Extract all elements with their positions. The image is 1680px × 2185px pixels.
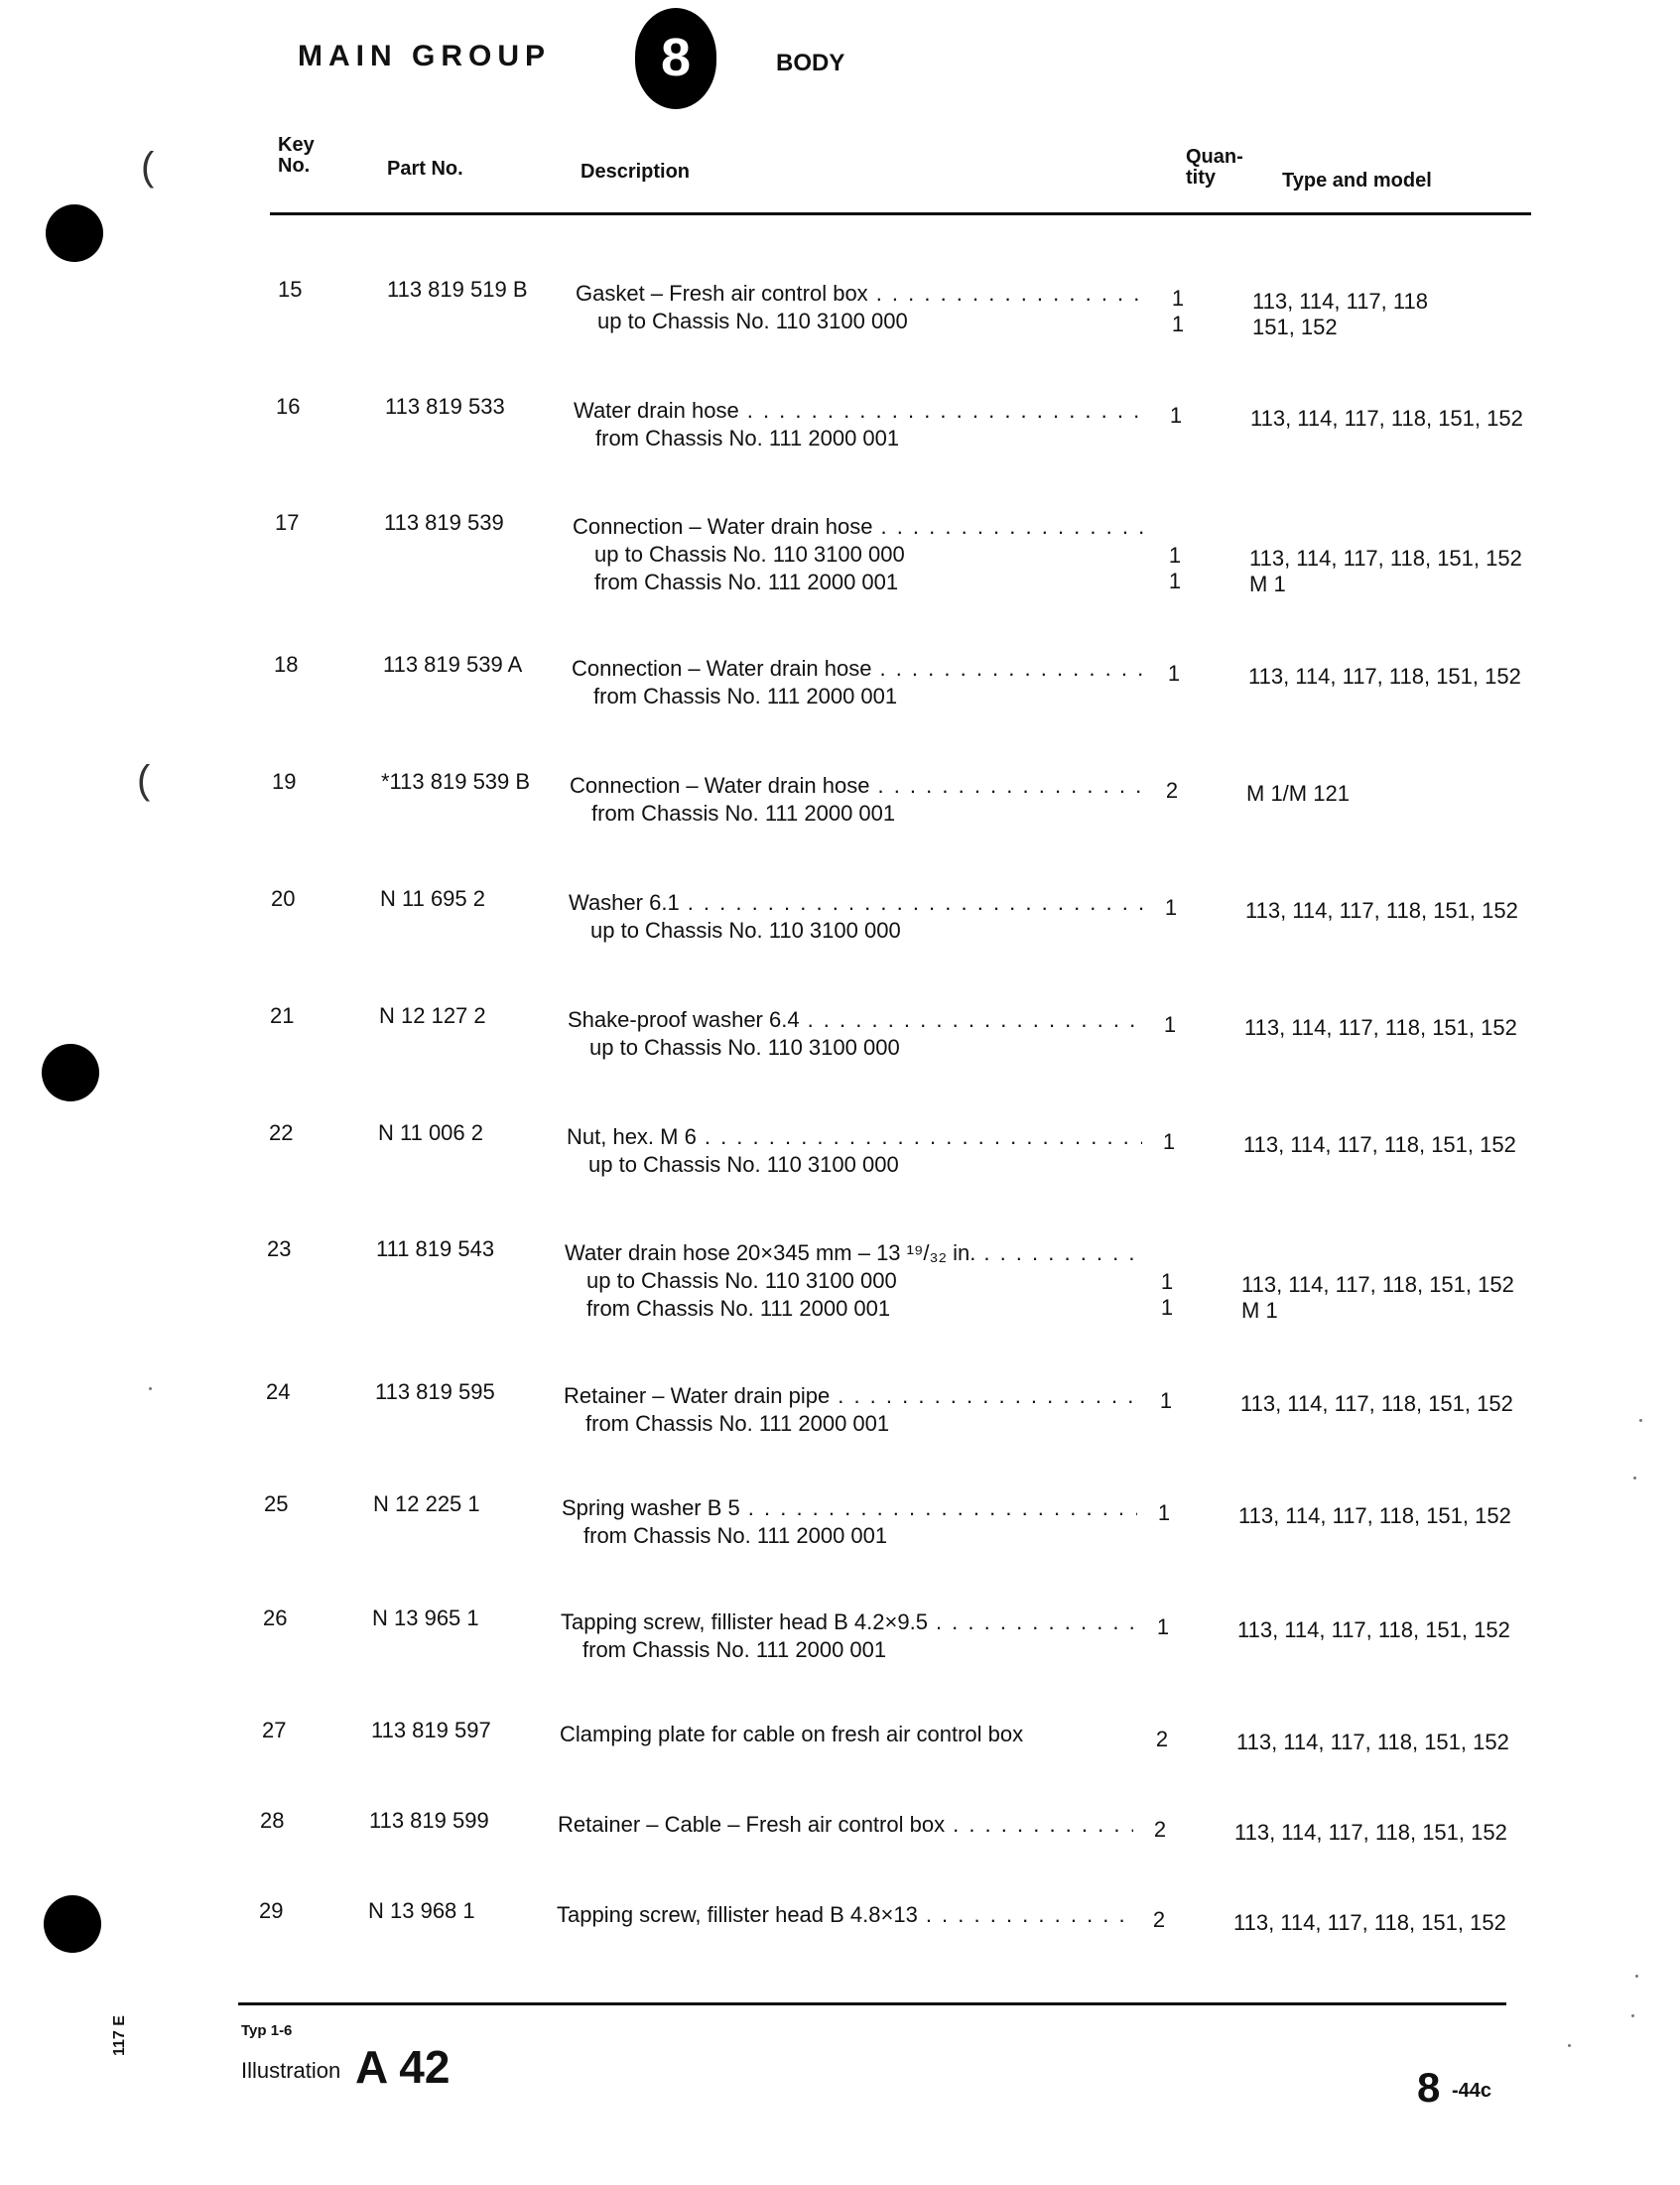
table-row — [0, 1490, 1680, 1590]
type-model: 113, 114, 117, 118, 151, 152 — [1240, 1391, 1513, 1416]
description — [558, 1811, 1133, 1839]
key-number: 24 — [266, 1379, 291, 1404]
type-model: 113, 114, 117, 118 — [1252, 289, 1428, 314]
key-number: 17 — [275, 510, 300, 535]
part-number: N 12 127 2 — [379, 1003, 486, 1028]
typ-label: Typ 1-6 — [241, 2022, 293, 2039]
margin-mark: ( — [137, 758, 151, 802]
leader-dots — [800, 1006, 1143, 1034]
description-text: Spring washer B 5 — [562, 1495, 740, 1520]
description-text: Water drain hose 20×345 mm – 13 ¹⁹/₃₂ in. — [565, 1240, 976, 1265]
quantity: 1 — [1163, 1012, 1177, 1037]
leader-dots — [739, 397, 1149, 425]
quantity: 1 — [1160, 1295, 1174, 1320]
part-number: *113 819 539 B — [381, 769, 531, 794]
key-number: 21 — [270, 1003, 295, 1028]
quantity: 1 — [1157, 1500, 1171, 1525]
description-condition: up to Chassis No. 110 3100 000 — [597, 309, 908, 333]
description-text: Shake-proof washer 6.4 — [568, 1007, 800, 1032]
description-text: Water drain hose — [574, 398, 739, 423]
description-text: Retainer – Cable – Fresh air control box — [558, 1812, 946, 1837]
table-row — [0, 885, 1680, 984]
type-model: 113, 114, 117, 118, 151, 152 — [1234, 1820, 1507, 1845]
table-row — [0, 276, 1680, 375]
description-condition: from Chassis No. 111 2000 001 — [595, 426, 900, 450]
type-model: 113, 114, 117, 118, 151, 152 — [1237, 1617, 1510, 1642]
leader-dots — [918, 1901, 1132, 1929]
column-header-type-model: Type and model — [1282, 170, 1432, 192]
leader-dots — [868, 280, 1151, 308]
type-model: 113, 114, 117, 118, 151, 152 — [1248, 664, 1521, 689]
description-condition: from Chassis No. 111 2000 001 — [593, 684, 898, 708]
table-row — [0, 1378, 1680, 1478]
description-condition: up to Chassis No. 110 3100 000 — [594, 542, 905, 567]
part-number: 113 819 519 B — [387, 277, 528, 302]
quantity: 1 — [1167, 661, 1181, 686]
table-row — [0, 1717, 1680, 1816]
description-text: Connection – Water drain hose — [572, 656, 872, 681]
page-number-suffix: -44c — [1452, 2080, 1492, 2102]
table-row — [0, 1002, 1680, 1101]
quantity: 2 — [1155, 1727, 1169, 1751]
quantity: 1 — [1171, 286, 1185, 311]
leader-dots — [928, 1608, 1136, 1636]
description — [569, 889, 1144, 945]
description — [568, 1006, 1143, 1062]
description-text: Clamping plate for cable on fresh air control box — [560, 1722, 1024, 1746]
type-model: M 1/M 121 — [1246, 781, 1350, 806]
description-condition: from Chassis No. 111 2000 001 — [586, 1296, 891, 1321]
description — [562, 1494, 1137, 1550]
table-row — [0, 1897, 1680, 1996]
quantity: 1 — [1169, 403, 1183, 428]
description — [561, 1608, 1136, 1664]
key-number: 15 — [278, 277, 303, 302]
description — [560, 1721, 1135, 1748]
column-header-key-no: Key No. — [278, 134, 315, 177]
description-text: Tapping screw, fillister head B 4.2×9.5 — [561, 1609, 928, 1634]
quantity: 2 — [1153, 1817, 1167, 1842]
type-model: 113, 114, 117, 118, 151, 152 — [1233, 1910, 1506, 1935]
type-model: 113, 114, 117, 118, 151, 152 — [1244, 1015, 1517, 1040]
type-model: M 1 — [1249, 572, 1286, 596]
description — [570, 772, 1145, 828]
description — [565, 1239, 1140, 1323]
leader-dots — [680, 889, 1144, 917]
type-model: 113, 114, 117, 118, 151, 152 — [1249, 546, 1522, 571]
description-text: Retainer – Water drain pipe — [564, 1383, 831, 1408]
description-condition: from Chassis No. 111 2000 001 — [583, 1523, 888, 1548]
leader-dots — [872, 513, 1148, 541]
key-number: 20 — [271, 886, 296, 911]
part-number: N 12 225 1 — [373, 1491, 480, 1516]
description — [564, 1382, 1139, 1438]
description — [567, 1123, 1142, 1179]
footer-rule — [238, 2002, 1506, 2005]
quantity: 1 — [1160, 1269, 1174, 1294]
description-condition: from Chassis No. 111 2000 001 — [582, 1637, 887, 1662]
part-number: 113 819 539 A — [383, 652, 523, 677]
description-text: Connection – Water drain hose — [573, 514, 873, 539]
key-number: 22 — [269, 1120, 294, 1145]
part-number: 113 819 597 — [371, 1718, 491, 1742]
key-number: 23 — [267, 1236, 292, 1261]
part-number: 113 819 595 — [375, 1379, 495, 1404]
description-text: Gasket – Fresh air control box — [576, 281, 868, 306]
key-number: 16 — [276, 394, 301, 419]
leader-dots — [975, 1239, 1140, 1267]
table-row — [0, 651, 1680, 750]
column-header-quantity: Quan- tity — [1186, 146, 1243, 189]
leader-dots — [869, 772, 1145, 800]
table-row — [0, 1119, 1680, 1219]
part-number: N 11 006 2 — [378, 1120, 484, 1145]
table-row — [0, 509, 1680, 608]
quantity: 1 — [1156, 1614, 1170, 1639]
part-number: N 13 965 1 — [372, 1606, 479, 1630]
description-text: Nut, hex. M 6 — [567, 1124, 697, 1149]
part-number: 111 819 543 — [376, 1236, 495, 1261]
description-condition: from Chassis No. 111 2000 001 — [585, 1411, 890, 1436]
description-text: Connection – Water drain hose — [570, 773, 870, 798]
part-number: N 13 968 1 — [368, 1898, 475, 1923]
key-number: 25 — [264, 1491, 289, 1516]
table-row — [0, 1235, 1680, 1335]
page-number: 8 — [1417, 2064, 1441, 2111]
type-model: M 1 — [1241, 1298, 1278, 1323]
key-number: 27 — [262, 1718, 287, 1742]
group-number-badge: 8 — [635, 8, 716, 109]
key-number: 19 — [272, 769, 297, 794]
quantity: 2 — [1152, 1907, 1166, 1932]
description-condition: up to Chassis No. 110 3100 000 — [589, 1035, 900, 1060]
main-group-label: MAIN GROUP — [298, 40, 551, 72]
table-row — [0, 393, 1680, 492]
quantity: 2 — [1165, 778, 1179, 803]
description — [576, 280, 1151, 335]
type-model: 113, 114, 117, 118, 151, 152 — [1238, 1503, 1511, 1528]
description-condition: from Chassis No. 111 2000 001 — [594, 570, 899, 594]
type-model: 113, 114, 117, 118, 151, 152 — [1241, 1272, 1514, 1297]
key-number: 28 — [260, 1808, 285, 1833]
type-model: 113, 114, 117, 118, 151, 152 — [1243, 1132, 1516, 1157]
description-condition: from Chassis No. 111 2000 001 — [591, 801, 896, 826]
description-text: Washer 6.1 — [569, 890, 680, 915]
illustration-label: Illustration — [241, 2058, 341, 2083]
table-row — [0, 1807, 1680, 1906]
description-condition: up to Chassis No. 110 3100 000 — [586, 1268, 897, 1293]
part-number: N 11 695 2 — [380, 886, 486, 911]
side-code: 117 E — [111, 2015, 128, 2056]
description-condition: up to Chassis No. 110 3100 000 — [590, 918, 901, 943]
quantity: 1 — [1164, 895, 1178, 920]
margin-mark: ( — [141, 145, 155, 189]
type-model: 113, 114, 117, 118, 151, 152 — [1236, 1730, 1509, 1754]
description-condition: up to Chassis No. 110 3100 000 — [588, 1152, 899, 1177]
leader-dots — [871, 655, 1147, 683]
illustration-code: A 42 — [355, 2041, 451, 2093]
column-header-description: Description — [581, 161, 691, 183]
leader-dots — [740, 1494, 1137, 1522]
part-number: 113 819 539 — [384, 510, 504, 535]
column-header-part-no: Part No. — [387, 158, 463, 180]
group-name: BODY — [776, 50, 845, 76]
type-model: 113, 114, 117, 118, 151, 152 — [1250, 406, 1523, 431]
quantity: 1 — [1171, 312, 1185, 336]
key-number: 18 — [274, 652, 299, 677]
quantity: 1 — [1168, 569, 1182, 593]
quantity: 1 — [1159, 1388, 1173, 1413]
quantity: 1 — [1162, 1129, 1176, 1154]
description — [573, 513, 1148, 596]
part-number: 113 819 599 — [369, 1808, 489, 1833]
header-rule — [270, 212, 1531, 215]
table-row — [0, 1605, 1680, 1704]
type-model: 151, 152 — [1252, 315, 1338, 339]
binder-hole-top — [46, 204, 103, 262]
leader-dots — [945, 1811, 1133, 1839]
part-number: 113 819 533 — [385, 394, 505, 419]
key-number: 29 — [259, 1898, 284, 1923]
type-model: 113, 114, 117, 118, 151, 152 — [1245, 898, 1518, 923]
description — [574, 397, 1149, 452]
leader-dots — [830, 1382, 1139, 1410]
description — [557, 1901, 1132, 1929]
table-row — [0, 768, 1680, 867]
leader-dots — [697, 1123, 1142, 1151]
key-number: 26 — [263, 1606, 288, 1630]
description-text: Tapping screw, fillister head B 4.8×13 — [557, 1902, 918, 1927]
quantity: 1 — [1168, 543, 1182, 568]
description — [572, 655, 1147, 710]
